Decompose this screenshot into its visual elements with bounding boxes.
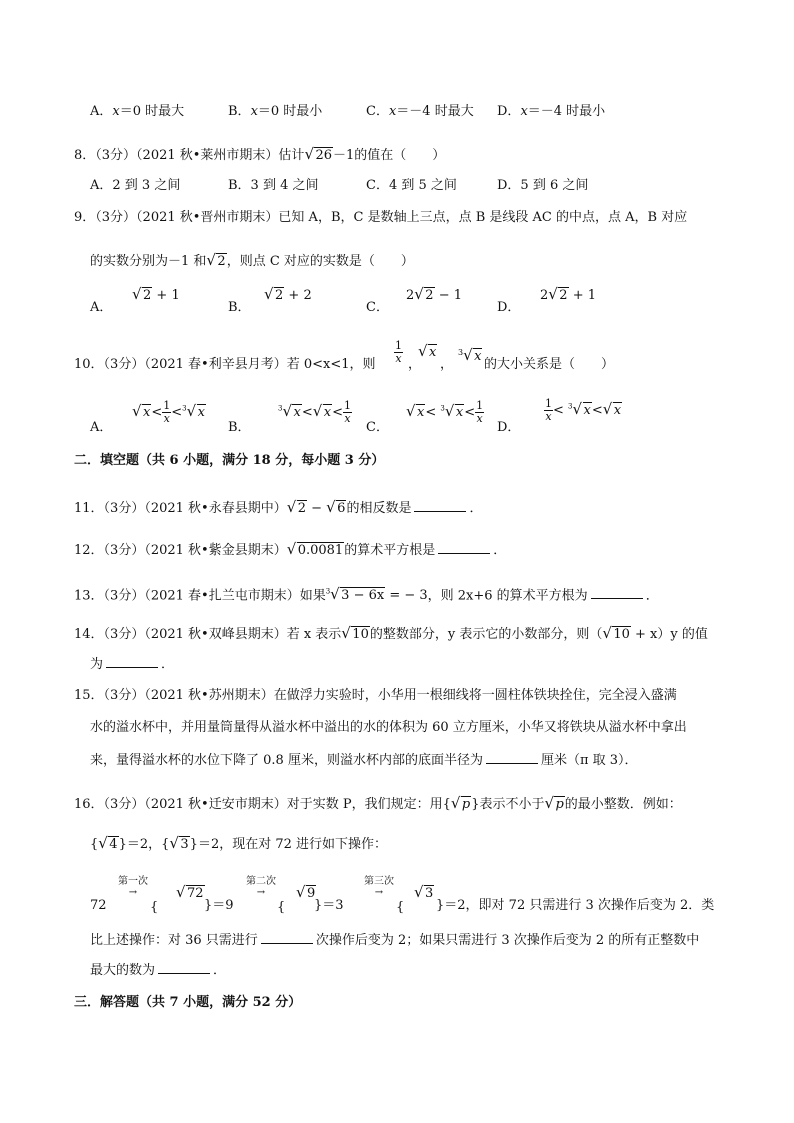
q10-sqrt-x: √ x bbox=[418, 345, 437, 361]
step3-label: 第三次 bbox=[364, 876, 394, 887]
q16-brace-72: { bbox=[150, 900, 159, 915]
q9-option-d: D． bbox=[497, 300, 521, 315]
q10-option-c: C． bbox=[366, 420, 389, 435]
q16-sqrt-3: √ 3 bbox=[414, 886, 434, 902]
section-2-heading: 二．填空题（共 6 小题，满分 18 分，每小题 3 分） bbox=[74, 453, 385, 468]
q9-stem-line2: 的实数分别为－1 和√ 2，则点 C 对应的实数是（ ） bbox=[90, 254, 414, 270]
arrow-icon: → bbox=[128, 887, 138, 898]
q9-option-b: B． bbox=[228, 300, 251, 315]
q10-comma-1: ， bbox=[408, 357, 422, 372]
q15-answer-blank bbox=[486, 752, 538, 764]
q10-stem-post: 的大小关系是（ ） bbox=[484, 357, 615, 372]
q16-eq9: }＝9 bbox=[204, 898, 234, 913]
q12-answer-blank bbox=[438, 542, 490, 554]
q16-line4: 比上述操作：对 36 只需进行 次操作后变为 2；如果只需进行 3 次操作后变为 2 的所有正整数中 bbox=[90, 933, 700, 948]
q16-answer-blank-1 bbox=[261, 932, 313, 944]
q7-option-b: B．x＝0 时最小 bbox=[228, 104, 323, 119]
q16-eq2: }＝2，即对 72 只需进行 3 次操作后变为 2．类 bbox=[436, 898, 715, 913]
step2-label: 第二次 bbox=[246, 876, 276, 887]
q16-eq3: }＝3 bbox=[314, 898, 344, 913]
q13: 13．（3分）（2021 春•扎兰屯市期末）如果$^3$√ 3 − 6x = − 3，则 2x+6 的算术平方根为 ． bbox=[74, 584, 659, 604]
step1-label: 第一次 bbox=[118, 876, 148, 887]
q9-option-a-expr: √ 2 + 1 bbox=[132, 288, 180, 304]
q10-option-b: B． bbox=[228, 420, 251, 435]
q8-option-c: C．4 到 5 之间 bbox=[366, 178, 457, 193]
q16-step1-arrow bbox=[118, 876, 148, 898]
q10-option-b-expr: $^3$√ x<√ x< $\frac{1}{x}$ bbox=[278, 400, 352, 425]
q9-option-b-expr: √ 2 + 2 bbox=[264, 288, 312, 304]
q16-line2: {√ 4}＝2，{√ 3}＝2，现在对 72 进行如下操作： bbox=[90, 837, 387, 853]
q16-sqrt-9: √ 9 bbox=[296, 886, 316, 902]
q9-option-d-expr: 2√ 2 + 1 bbox=[540, 288, 596, 304]
q15-line1: 15．（3分）（2021 秋•苏州期末）在做浮力实验时，小华用一根细线将一圆柱体铁块拴住，完全浸入盛满 bbox=[74, 688, 677, 703]
q16-brace-3: { bbox=[396, 900, 405, 915]
q11-answer-blank bbox=[414, 500, 466, 512]
q16-line5: 最大的数为 ． bbox=[90, 963, 227, 978]
sqrt-26: √ 26 bbox=[304, 148, 333, 164]
q16-step2-arrow bbox=[246, 876, 276, 898]
q9-option-c: C． bbox=[366, 300, 389, 315]
q7-option-d: D．x＝－4 时最小 bbox=[497, 104, 606, 119]
q16-line1: 16．（3分）（2021 秋•迁安市期末）对于实数 P，我们规定：用{√ p}表示不小于√ p的最小整数．例如： bbox=[74, 797, 682, 813]
q12: 12．（3分）（2021 秋•紫金县期末）√ 0.0081的算术平方根是 ． bbox=[74, 542, 506, 559]
q16-n72: 72 bbox=[90, 898, 107, 913]
q15-line3: 来，量得溢水杯的水位下降了 0.8 厘米，则溢水杯内部的底面半径为 厘米（π 取 3）． bbox=[90, 753, 638, 768]
q13-answer-blank bbox=[591, 587, 643, 599]
q10-frac-1-over-x: $\frac{1}{x}$ bbox=[395, 339, 402, 365]
q7-option-c: C．x＝－4 时最大 bbox=[366, 104, 474, 119]
q7-option-a: A．x＝0 时最大 bbox=[90, 104, 185, 119]
q10-stem: 10．（3分）（2021 春•利辛县月考）若 0<x<1，则 bbox=[74, 357, 376, 372]
arrow-icon: → bbox=[256, 887, 266, 898]
q16-step3-arrow bbox=[364, 876, 394, 898]
q10-option-d: D． bbox=[497, 420, 521, 435]
section-3-heading: 三．解答题（共 7 小题，满分 52 分） bbox=[74, 995, 302, 1010]
q10-option-a-expr: √ x< $\frac{1}{x}$ <$^3$√ x bbox=[132, 400, 206, 425]
q8-option-d: D．5 到 6 之间 bbox=[497, 178, 589, 193]
q9-option-c-expr: 2√ 2 − 1 bbox=[406, 288, 462, 304]
q10-option-c-expr: √ x< $^3$√ x< $\frac{1}{x}$ bbox=[406, 400, 484, 425]
q10-option-a: A． bbox=[90, 420, 113, 435]
q8-option-a: A．2 到 3 之间 bbox=[90, 178, 181, 193]
q10-cbrt-x: $^3$√ x bbox=[458, 345, 482, 365]
q16-sqrt-72: √ 72 bbox=[176, 886, 205, 902]
q15-line2: 水的溢水杯中，并用量筒量得从溢水杯中溢出的水的体积为 60 立方厘米，小华又将铁块从溢水杯中拿出 bbox=[90, 720, 687, 735]
q8-option-b: B．3 到 4 之间 bbox=[228, 178, 319, 193]
arrow-icon: → bbox=[374, 887, 384, 898]
q16-brace-9: { bbox=[277, 900, 286, 915]
q14-answer-blank bbox=[106, 656, 158, 668]
q10-option-d-expr: $\frac{1}{x}$ < $^3$√ x<√ x bbox=[544, 398, 622, 423]
q11: 11．（3分）（2021 秋•永春县期中）√ 2 − √ 6的相反数是 ． bbox=[74, 500, 482, 517]
q9-option-a: A． bbox=[90, 300, 113, 315]
q16-answer-blank-2 bbox=[158, 962, 210, 974]
q8-stem: 8．（3分）（2021 秋•莱州市期末）估计√ 26－1的值在（ ） bbox=[74, 148, 445, 164]
q14-line1: 14．（3分）（2021 秋•双峰县期末）若 x 表示√ 10的整数部分，y 表示它的小数部分，则（√ 10 + x）y 的值 bbox=[74, 627, 708, 643]
q14-line2: 为 ． bbox=[90, 657, 175, 672]
q9-stem-line1: 9．（3分）（2021 秋•晋州市期末）已知 A，B，C 是数轴上三点，点 B 是线段 AC 的中点，点 A，B 对应 bbox=[74, 210, 688, 225]
q10-comma-2: ， bbox=[440, 357, 454, 372]
